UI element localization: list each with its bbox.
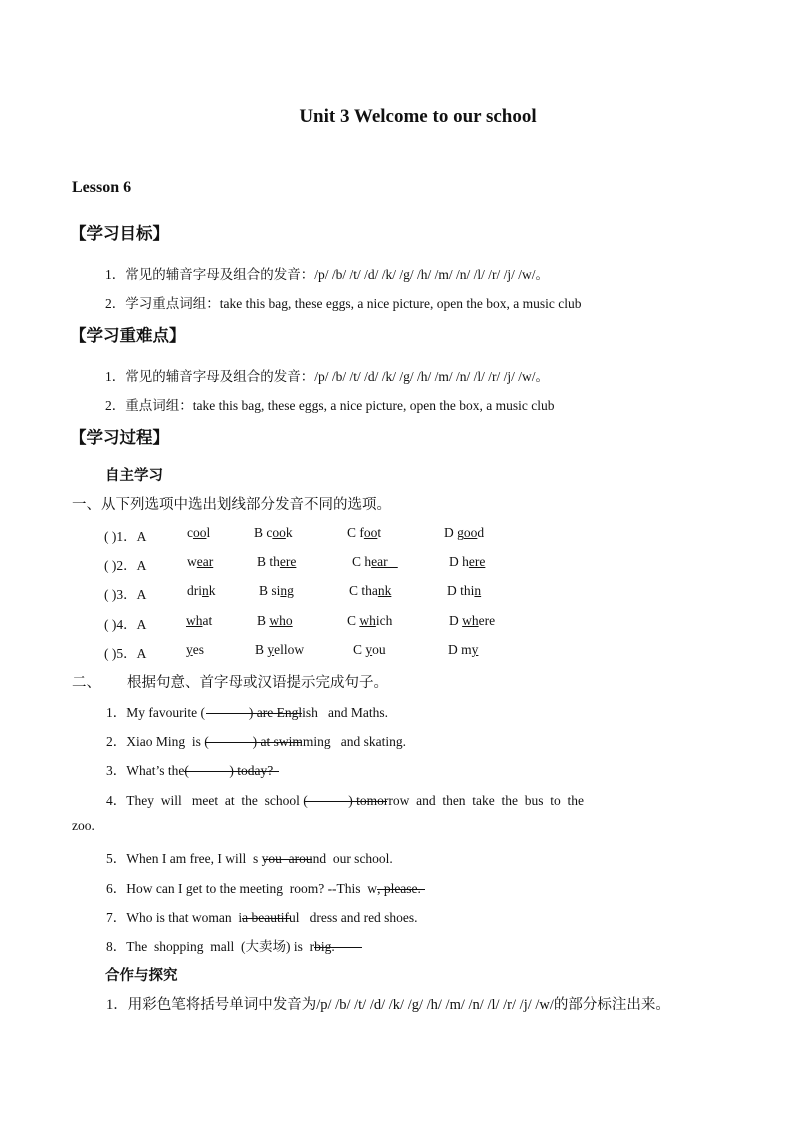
cooperation-item-1: 1．用彩色笔将括号单词中发音为/p/ /b/ /t/ /d/ /k/ /g/ /h/ /m/ /n/ /l/ /r/ /j/ /w/的部分标注出来。 [106,997,670,1013]
fill-sentence-5: 5．When I am free, I will s you around our school. [106,847,393,867]
answer-blank [314,935,362,948]
option-a: yes [186,642,204,657]
choice-question-5 [0,642,794,662]
option-b: B sing [259,583,294,598]
option-a: cool [187,525,211,540]
question-number: ( )5．A [104,646,147,661]
answer-blank [206,701,302,714]
answer-blank [184,759,279,772]
question-number: ( )4．A [104,617,147,632]
option-b: B who [257,613,293,628]
fill-sentence-6: 6．How can I get to the meeting room? --This w , please. [106,877,421,897]
option-b: B there [257,554,297,569]
option-a: wear [187,554,214,569]
process-heading: 【学习过程】 [70,428,169,447]
option-b: B yellow [255,642,305,657]
fill-sentence-7: 7．Who is that woman i a beautiful dress and red shoes. [106,906,418,926]
part2-instruction: 根据句意、首字母或汉语提示完成句子。 [127,675,388,691]
answer-blank [305,789,387,802]
lesson-label: Lesson 6 [72,179,132,196]
fill-sentence-8: 8．The shopping mall (大卖场) is r big. [106,935,335,955]
part1-instruction: 一、从下列选项中选出划线部分发音不同的选项。 [72,497,391,513]
option-c: C which [347,613,393,628]
option-d: D where [449,613,496,628]
objectives-heading: 【学习目标】 [70,224,169,243]
option-a: what [186,613,213,628]
cooperation-label: 合作与探究 [105,968,178,984]
sentence-4-continuation: zoo. [72,818,95,833]
answer-blank [242,906,290,919]
page-title: Unit 3 Welcome to our school [299,106,537,127]
fill-sentence-2: 2．Xiao Ming is ( ) at swimming and skating. [106,730,406,750]
choice-question-4 [0,613,794,633]
part2-instruction-number: 二、 [72,675,101,691]
fill-sentence-1: 1．My favourite ( ) are English and Maths. [106,701,388,721]
choice-question-2 [0,554,794,574]
key-points-heading: 【学习重难点】 [70,326,186,345]
fill-sentence-3: 3．What’s the ( ) today? [106,759,273,779]
option-d: D here [449,554,486,569]
answer-blank [264,847,312,860]
key-point-item-2: 2．重点词组：take this bag, these eggs, a nice picture, open the box, a music club [105,398,555,413]
fill-sentence-4: 4．They will meet at the school ( ) tomorrow and then take the bus to the [106,789,584,809]
objective-item-2: 2．学习重点词组：take this bag, these eggs, a nice picture, open the box, a music club [105,296,582,311]
option-c: C hear [352,554,398,569]
option-d: D good [444,525,485,540]
choice-question-3 [0,583,794,603]
answer-blank [206,730,302,743]
option-c: C thank [349,583,392,598]
option-c: C foot [347,525,382,540]
option-a: drink [187,583,216,598]
question-number: ( )2．A [104,558,147,573]
answer-blank [377,877,425,890]
choice-question-1 [0,525,794,545]
option-d: D thin [447,583,482,598]
key-point-item-1: 1．常见的辅音字母及组合的发音：/p/ /b/ /t/ /d/ /k/ /g/ /h/ /m/ /n/ /l/ /r/ /j/ /w/。 [105,369,550,384]
option-b: B cook [254,525,293,540]
option-d: D my [448,642,479,657]
option-c: C you [353,642,386,657]
self-study-label: 自主学习 [105,468,163,484]
question-number: ( )1．A [104,529,147,544]
objective-item-1: 1．常见的辅音字母及组合的发音：/p/ /b/ /t/ /d/ /k/ /g/ /h/ /m/ /n/ /l/ /r/ /j/ /w/。 [105,267,550,282]
question-number: ( )3．A [104,587,147,602]
